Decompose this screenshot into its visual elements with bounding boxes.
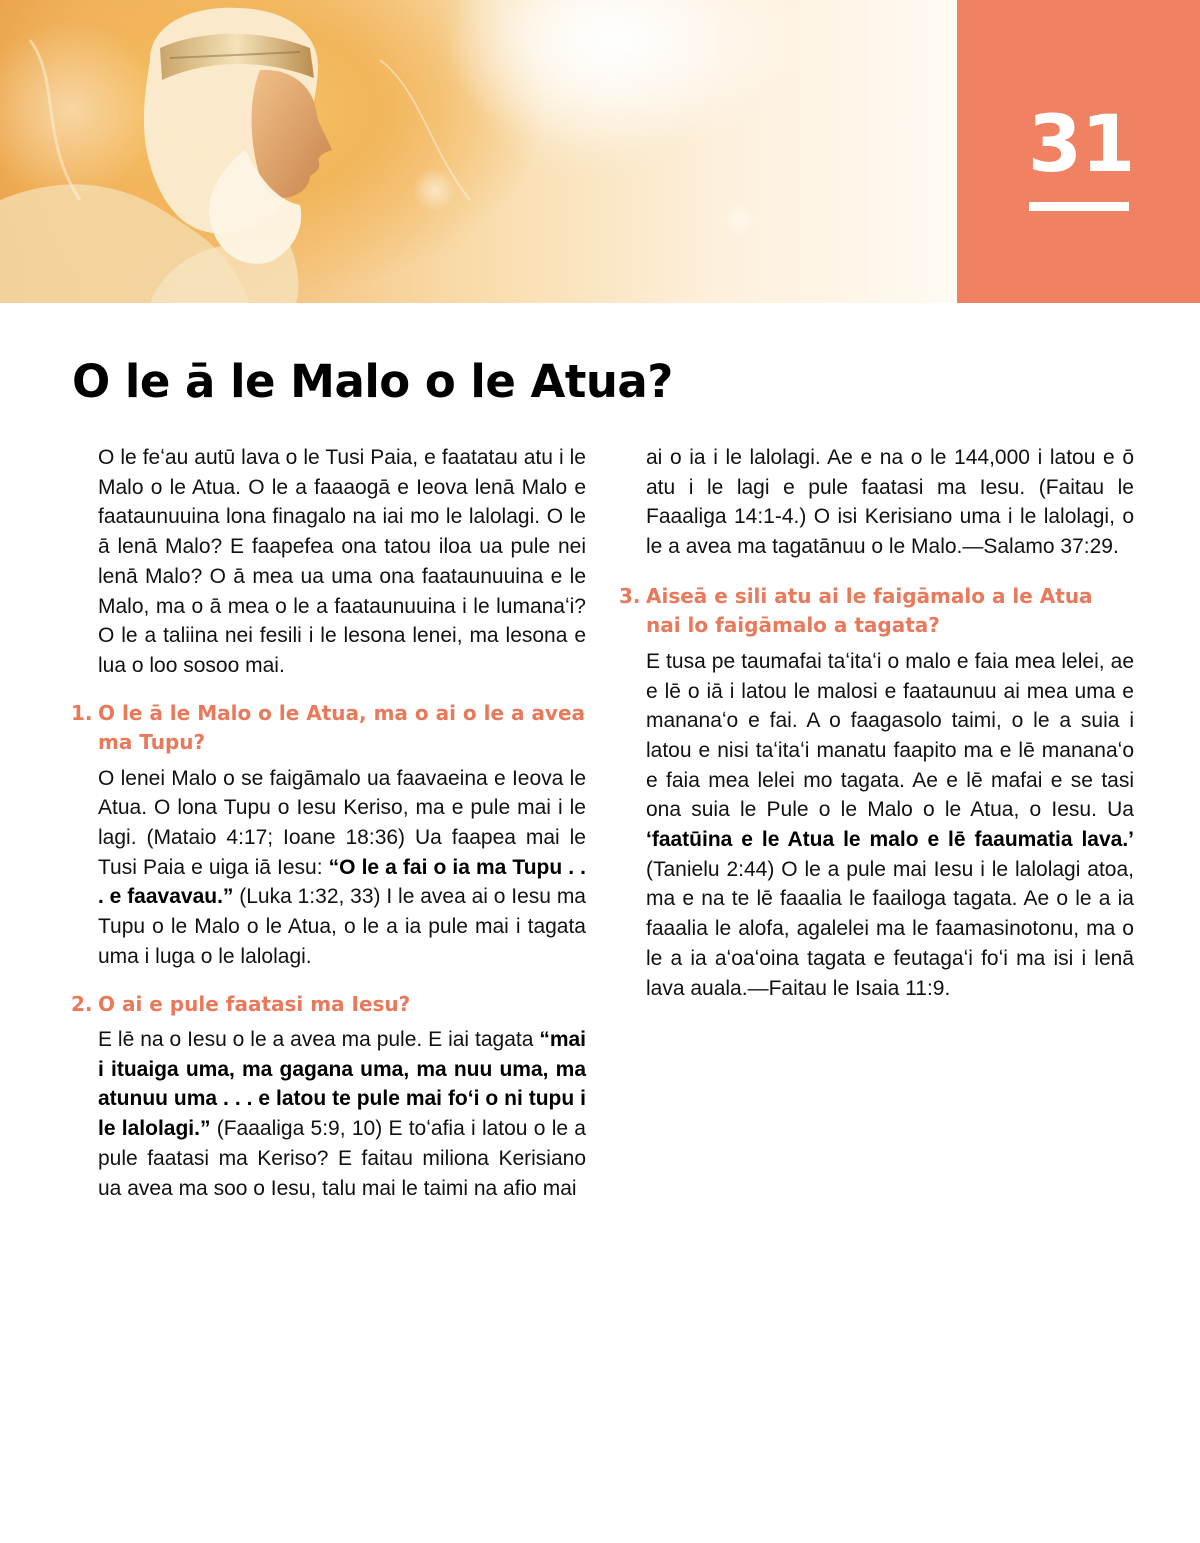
page-title: O le ā le Malo o le Atua?: [72, 355, 673, 408]
chapter-number: 31: [1027, 100, 1135, 190]
king-figure-illustration: [0, 0, 957, 303]
scripture-quote: “mai i ituaiga uma, ma gagana uma, ma nuu uma, ma atunuu uma . . . e latou te pule mai foʻi o ni tupu i le lalolagi.”: [98, 1028, 586, 1141]
question-text: Aiseā e sili atu ai le faigāmalo a le Atua nai lo faigāmalo a tagata?: [646, 583, 1093, 638]
question-heading-3: [619, 582, 1134, 641]
question-number: 1.: [71, 700, 93, 725]
answer-paragraph-3: E tusa pe taumafai taʻitaʻi o malo e faia mea lelei, ae e lē o iā i latou le malosi e faataunuu ai mea uma e mananaʻo e fai. A o faagasolo taimi, o le a suia i latou e nisi taʻitaʻi manatu faapito ma e lē mananaʻo e faia mea lelei mo tagata. Ae e lē mafai e se tasi ona suia le Pule o le Malo o le Atua, o Iesu. Ua ‘faatūina e le Atua le malo e lē faaumatia lava.’ (Tanielu 2:44) O le a pule mai Iesu i le lalolagi atoa, ma e na te lē faaalia le faailoga tagata. Ae o le a ia faaalia le alofa, agalelei ma le faamasinotonu, ma o le a ia aʻoaʻoina tagata e feutagaʻi foʻi ma isi i lenā lava auala.—Faitau le Isaia 11:9.: [646, 649, 1134, 1000]
question-text: O ai e pule faatasi ma Iesu?: [98, 991, 411, 1016]
answer-paragraph-1: O lenei Malo o se faigāmalo ua faavaeina e Ieova le Atua. O lona Tupu o Iesu Keriso, ma e pule mai i le lagi. (Mataio 4:17; Ioane 18:36) Ua faapea mai le Tusi Paia e uiga iā Iesu: “O le a fai o ia ma Tupu . . . e faavavau.” (Luka 1:32, 33) I le avea ai o Iesu ma Tupu o le Malo o le Atua, o le a ia pule mai i tagata uma i luga o le lalolagi.: [98, 766, 586, 968]
answer-paragraph-2: E lē na o Iesu o le a avea ma pule. E iai tagata “mai i ituaiga uma, ma gagana uma, ma nuu uma, ma atunuu uma . . . e latou te pule mai foʻi o ni tupu i le lalolagi.” (Faaaliga 5:9, 10) E toʻafia i latou o le a pule faatasi ma Keriso? E faitau miliona Kerisiano ua avea ma soo o Iesu, talu mai le taimi na afio mai: [98, 1028, 586, 1200]
header-illustration: [0, 0, 957, 303]
right-column: [619, 443, 1134, 1003]
question-text: O le ā le Malo o le Atua, ma o ai o le a avea ma Tupu?: [98, 700, 586, 755]
scripture-quote: ‘faatūina e le Atua le malo e lē faaumatia lava.’: [646, 828, 1134, 852]
scripture-quote: “O le a fai o ia ma Tupu . . . e faavavau.”: [98, 855, 586, 909]
answer-paragraph-2-continued: ai o ia i le lalolagi. Ae e na o le 144,000 i latou e ō atu i le lagi e pule faatasi ma Iesu. (Faitau le Faaaliga 14:1-4.) O isi Kerisiano uma i le lalolagi, o le a avea ma tagatānuu o le Malo.—Salamo 37:29.: [646, 446, 1134, 559]
intro-paragraph: O le feʻau autū lava o le Tusi Paia, e faatatau atu i le Malo o le Atua. O le a faaaogā e Ieova lenā Malo e faataunuuina lona finagalo na iai mo le lalolagi. O le ā lenā Malo? E faapefea ona tatou iloa ua pule nei lenā Malo? O ā mea ua uma ona faataunuuina e le Malo, ma o ā mea o le a faataunuuina i le lumanaʻi? O le a taliina nei fesili i le lesona lenei, ma lesona e lua o loo sosoo mai.: [98, 446, 586, 677]
question-number: 3.: [619, 583, 641, 608]
question-heading-2: [71, 990, 586, 1020]
chapter-badge: [957, 0, 1200, 303]
question-heading-1: [71, 699, 586, 758]
question-number: 2.: [71, 991, 93, 1016]
left-column: [71, 443, 586, 1203]
chapter-underline: [1029, 202, 1129, 211]
